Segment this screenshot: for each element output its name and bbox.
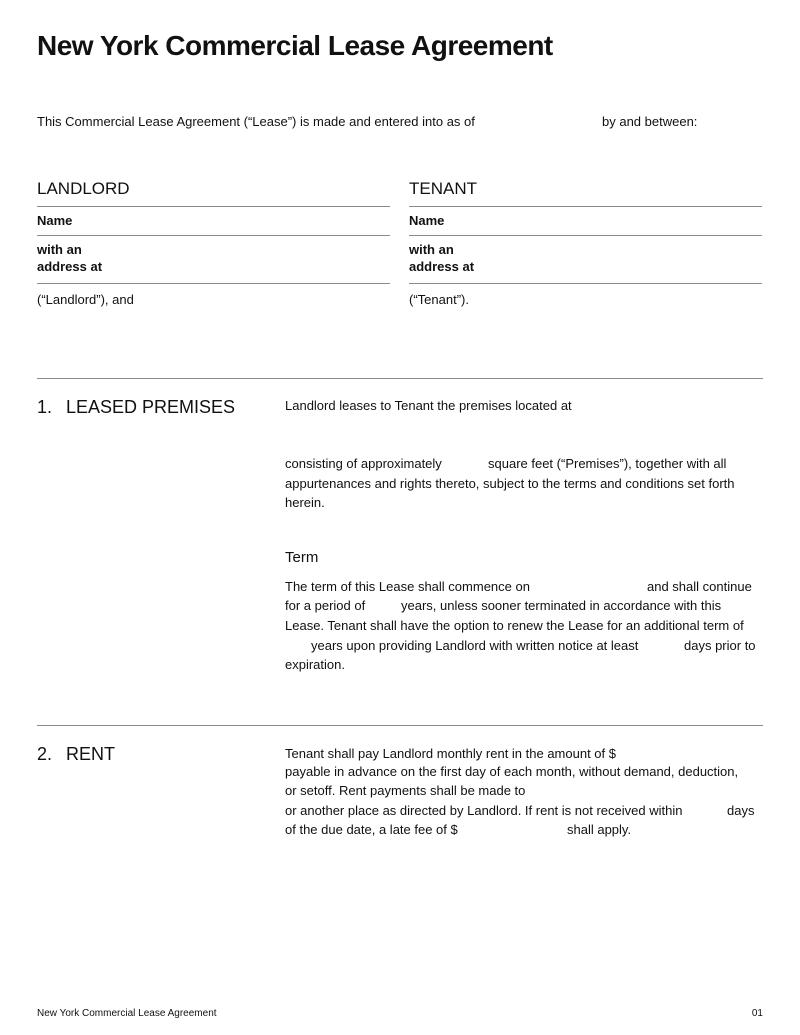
- page-title: New York Commercial Lease Agreement: [37, 30, 553, 61]
- tenant-address-field[interactable]: [482, 250, 757, 266]
- payment-location-field[interactable]: [540, 783, 755, 799]
- renewal-years-field[interactable]: [285, 638, 309, 654]
- section-divider: [37, 378, 763, 379]
- term-text: years, unless sooner terminated in accordance with this: [401, 598, 722, 613]
- divider: [409, 283, 762, 284]
- divider: [409, 235, 762, 236]
- page-number: 01: [751, 1008, 763, 1019]
- premises-text: Landlord leases to Tenant the premises located at: [285, 398, 572, 413]
- landlord-address-field[interactable]: [110, 250, 385, 266]
- divider: [37, 235, 390, 236]
- landlord-closing: (“Landlord”), and: [37, 292, 134, 307]
- intro-text: This Commercial Lease Agreement (“Lease”) is made and entered into as of: [37, 114, 475, 129]
- footer-title: New York Commercial Lease Agreement: [37, 1008, 217, 1019]
- landlord-address-label: with an: [37, 242, 82, 257]
- commencement-date-field[interactable]: [540, 579, 640, 595]
- section-1-heading: LEASED PREMISES: [66, 397, 236, 417]
- monthly-rent-field[interactable]: [632, 746, 752, 762]
- tenant-name-label: Name: [409, 213, 445, 228]
- term-text: Lease. Tenant shall have the option to renew the Lease for an additional term of: [285, 618, 744, 633]
- agreement-date-field[interactable]: [488, 114, 596, 130]
- term-heading: Term: [285, 549, 319, 566]
- rent-text: or another place as directed by Landlord. If rent is not received within: [285, 803, 683, 818]
- premises-text: square feet (“Premises”), together with all: [488, 456, 727, 471]
- term-text: The term of this Lease shall commence on: [285, 579, 530, 594]
- rent-text: days: [727, 803, 755, 818]
- term-text: expiration.: [285, 657, 345, 672]
- divider: [37, 206, 390, 207]
- term-text: days prior to: [684, 638, 756, 653]
- premises-address-field[interactable]: [285, 427, 755, 443]
- premises-text: herein.: [285, 495, 325, 510]
- section-divider: [37, 725, 763, 726]
- tenant-closing: (“Tenant”).: [409, 292, 469, 307]
- premises-text: appurtenances and rights thereto, subject to the terms and conditions set forth: [285, 476, 735, 491]
- landlord-heading: LANDLORD: [37, 179, 130, 198]
- grace-days-field[interactable]: [697, 803, 723, 819]
- divider: [37, 283, 390, 284]
- landlord-name-label: Name: [37, 213, 73, 228]
- term-text: for a period of: [285, 598, 366, 613]
- rent-text: shall apply.: [567, 822, 632, 837]
- tenant-name-field[interactable]: [482, 213, 757, 229]
- square-feet-field[interactable]: [450, 456, 484, 472]
- term-text: years upon providing Landlord with written notice at least: [311, 638, 639, 653]
- term-text: and shall continue: [647, 579, 752, 594]
- rent-text: Tenant shall pay Landlord monthly rent in the amount of $: [285, 746, 616, 761]
- tenant-address-label: with an: [409, 242, 454, 257]
- term-years-field[interactable]: [370, 598, 398, 614]
- landlord-name-field[interactable]: [110, 213, 385, 229]
- premises-text: consisting of approximately: [285, 456, 442, 471]
- divider: [409, 206, 762, 207]
- notice-days-field[interactable]: [650, 638, 680, 654]
- section-2-number: 2.: [37, 744, 53, 764]
- late-fee-field[interactable]: [464, 822, 562, 838]
- rent-text: of the due date, a late fee of $: [285, 822, 458, 837]
- landlord-address-label-2: address at: [37, 259, 103, 274]
- section-2-heading: RENT: [66, 744, 115, 764]
- tenant-heading: TENANT: [409, 179, 477, 198]
- intro-text-end: by and between:: [602, 114, 698, 129]
- rent-text: payable in advance on the first day of each month, without demand, deduction,: [285, 764, 739, 779]
- section-1-number: 1.: [37, 397, 53, 417]
- rent-text: or setoff. Rent payments shall be made to: [285, 783, 526, 798]
- tenant-address-label-2: address at: [409, 259, 475, 274]
